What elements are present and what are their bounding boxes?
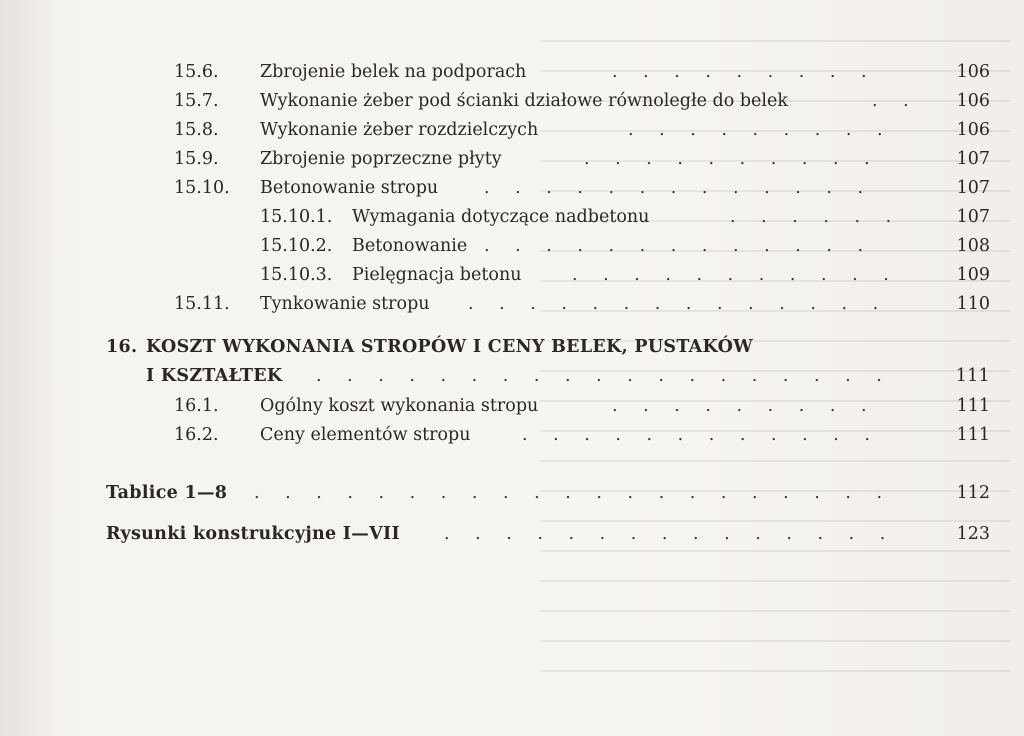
toc-entry[interactable] [0, 62, 1024, 92]
dot-leader: . . [872, 91, 919, 111]
page-number: 107 [956, 149, 990, 169]
dot-leader: . . . . . . . . . . . . . . . . . . . [316, 366, 892, 386]
dot-leader: . . . . . . . . . . [584, 149, 880, 169]
toc-entry[interactable] [0, 294, 1024, 324]
toc-entry[interactable] [0, 149, 1024, 179]
toc-entry[interactable] [0, 265, 1024, 295]
page-number: 111 [956, 425, 990, 445]
entry-title: Rysunki konstrukcyjne I—VII [106, 524, 400, 544]
entry-number: 15.10. [174, 178, 230, 198]
dot-leader: . . . . . . . . . . . . . [484, 236, 874, 256]
toc-entry[interactable] [0, 207, 1024, 237]
dot-leader: . . . . . . . . . [612, 396, 877, 416]
page-number: 106 [956, 120, 990, 140]
page-number: 110 [956, 294, 990, 314]
entry-title: Ceny elementów stropu [260, 425, 471, 445]
chapter-number: 16. [106, 337, 138, 357]
dot-leader: . . . . . . . . . [612, 62, 877, 82]
page-number: 112 [956, 483, 990, 503]
entry-title: Zbrojenie belek na podporach [260, 62, 527, 82]
entry-number: 15.9. [174, 149, 219, 169]
page-number: 107 [956, 178, 990, 198]
dot-leader: . . . . . . . . . [628, 120, 893, 140]
dot-leader: . . . . . . . . . . . [572, 265, 899, 285]
page-number: 111 [955, 366, 990, 386]
toc-entry[interactable] [0, 425, 1024, 455]
chapter-heading-line2[interactable] [0, 366, 1024, 396]
entry-title: Wymagania dotyczące nadbetonu [352, 207, 650, 227]
toc-entry-tables[interactable] [0, 483, 1024, 513]
toc-entry[interactable] [0, 396, 1024, 426]
dot-leader: . . . . . . . . . . . . . [484, 178, 874, 198]
toc-entry-drawings[interactable] [0, 524, 1024, 554]
dot-leader: . . . . . . . . . . . . . . [468, 294, 889, 314]
entry-title: Pielęgnacja betonu [352, 265, 522, 285]
page-number: 111 [956, 396, 990, 416]
entry-title: Betonowanie stropu [260, 178, 439, 198]
entry-number: 15.10.1. [260, 207, 333, 227]
toc-entry[interactable] [0, 236, 1024, 266]
entry-title: Zbrojenie poprzeczne płyty [260, 149, 502, 169]
entry-title: Wykonanie żeber rozdzielczych [260, 120, 539, 140]
page-number: 106 [956, 91, 990, 111]
dot-leader: . . . . . . [730, 207, 902, 227]
dot-leader: . . . . . . . . . . . . . . . . . . . . . [254, 483, 893, 503]
entry-number: 16.1. [174, 396, 219, 416]
chapter-title: KOSZT WYKONANIA STROPÓW I CENY BELEK, PUSTAKÓW [146, 337, 754, 357]
entry-number: 16.2. [174, 425, 219, 445]
page-number: 108 [956, 236, 990, 256]
dot-leader: . . . . . . . . . . . . . . . [444, 524, 896, 544]
chapter-title-continued: I KSZTAŁTEK [146, 366, 283, 386]
chapter-heading-line1[interactable] [0, 337, 1024, 367]
toc-entry[interactable] [0, 120, 1024, 150]
entry-title: Tynkowanie stropu [260, 294, 430, 314]
toc-entry[interactable] [0, 91, 1024, 121]
entry-number: 15.10.3. [260, 265, 333, 285]
page-number: 109 [956, 265, 990, 285]
page-number: 107 [956, 207, 990, 227]
entry-number: 15.11. [174, 294, 230, 314]
entry-title: Tablice 1—8 [106, 483, 228, 503]
entry-title: Wykonanie żeber pod ścianki działowe równoległe do belek [260, 91, 788, 111]
page-number: 106 [956, 62, 990, 82]
entry-title: Ogólny koszt wykonania stropu [260, 396, 539, 416]
page-number: 123 [956, 524, 990, 544]
toc-entry[interactable] [0, 178, 1024, 208]
entry-number: 15.7. [174, 91, 219, 111]
entry-number: 15.10.2. [260, 236, 333, 256]
dot-leader: . . . . . . . . . . . . [522, 425, 880, 445]
entry-title: Betonowanie [352, 236, 468, 256]
entry-number: 15.6. [174, 62, 219, 82]
entry-number: 15.8. [174, 120, 219, 140]
